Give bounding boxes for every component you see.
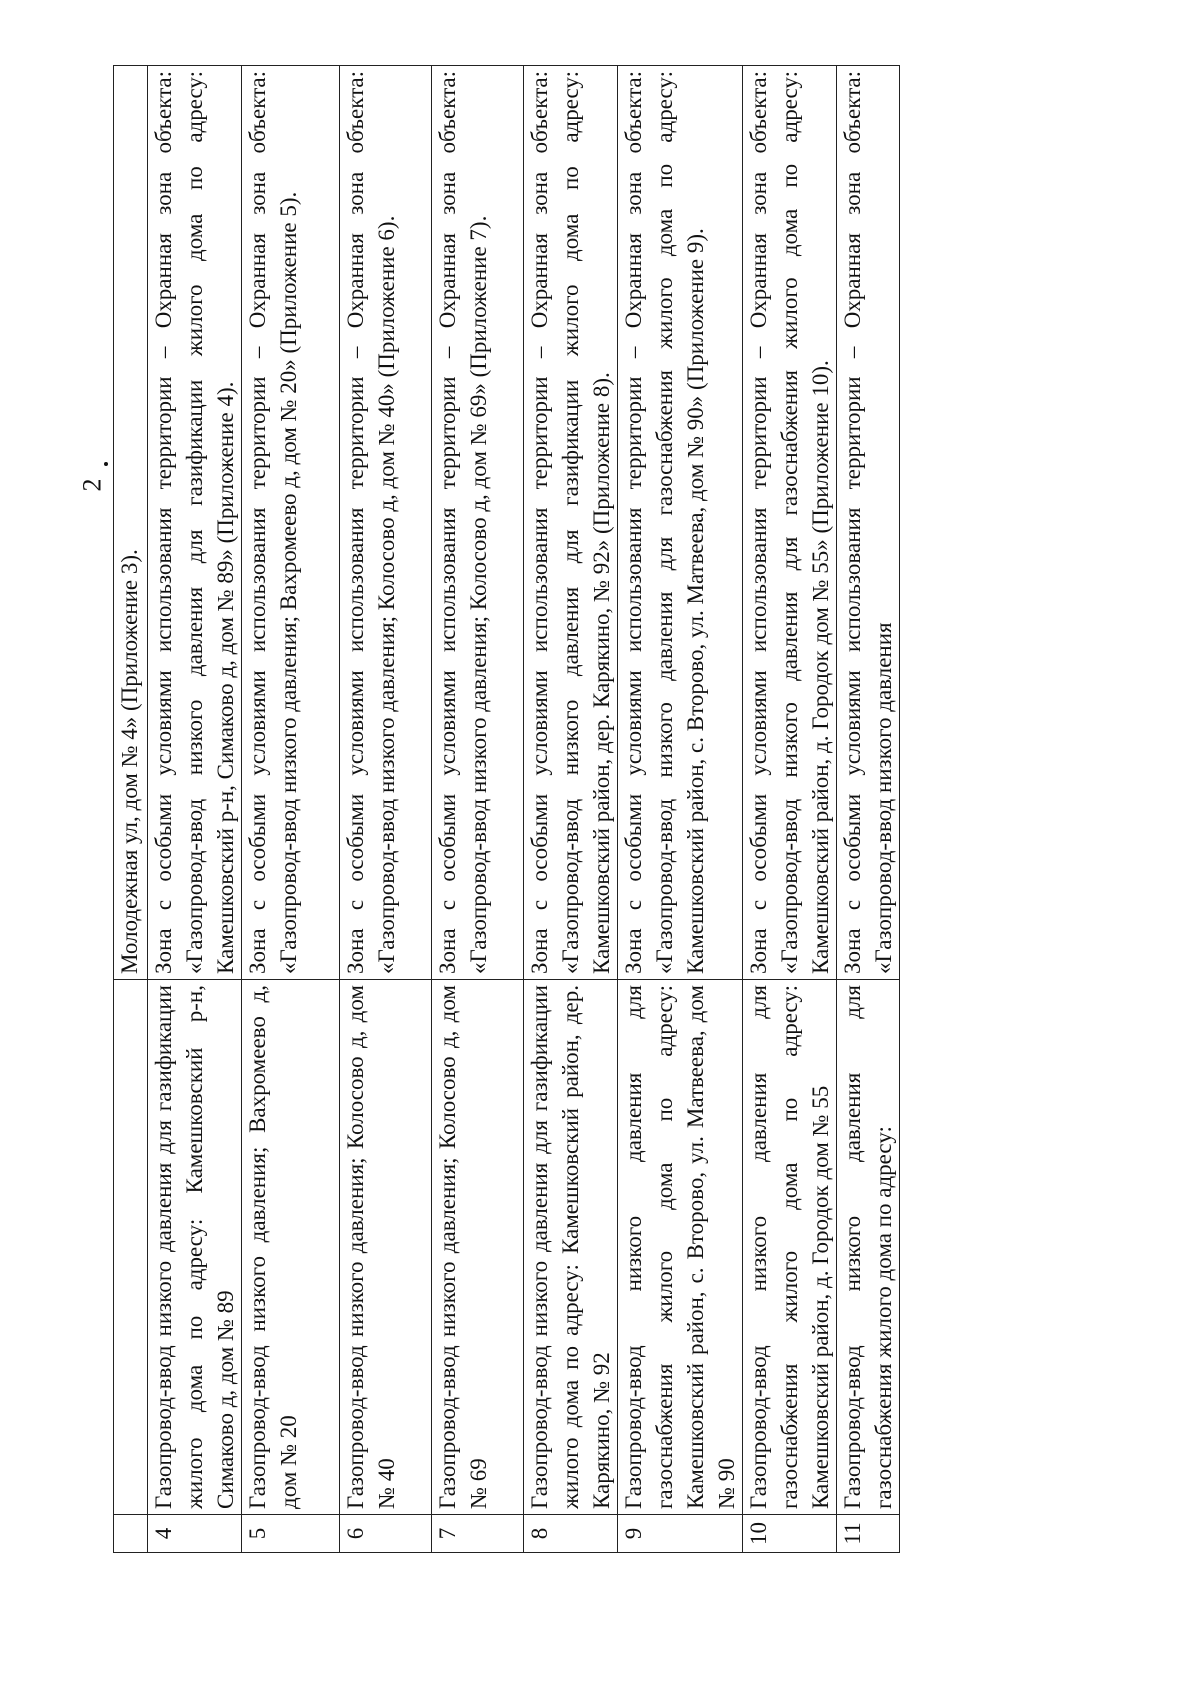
row-number-cell xyxy=(114,1515,148,1553)
object-name-cell: Газопровод-ввод низкого давления; Колосово д, дом № 40 xyxy=(340,980,432,1515)
row-number-cell: 6 xyxy=(340,1515,432,1553)
zones-table xyxy=(113,65,900,1553)
zone-description-cell: Зона с особыми условиями использования территории – Охранная зона объекта: «Газопровод-ввод низкого давления для газификации жилого дома по адресу: Камешковский р-н, Симаково д, дом № 89» (Приложение 4). xyxy=(148,66,242,980)
rotated-page-content xyxy=(113,66,964,1553)
page-number-mark xyxy=(104,462,108,466)
zone-description-cell: Зона с особыми условиями использования территории – Охранная зона объекта: «Газопровод-ввод низкого давления xyxy=(837,66,900,980)
page-number: 2 xyxy=(77,478,107,492)
zone-description-cell: Зона с особыми условиями использования территории – Охранная зона объекта: «Газопровод-ввод низкого давления; Колосово д, дом № 69» (Приложение 7). xyxy=(432,66,524,980)
table-row xyxy=(340,66,432,1553)
object-name-cell: Газопровод-ввод низкого давления; Вахромеево д, дом № 20 xyxy=(242,980,340,1515)
object-name-cell xyxy=(114,980,148,1515)
table-row xyxy=(837,66,900,1553)
object-name-cell: Газопровод-ввод низкого давления для газоснабжения жилого дома по адресу: Камешковский район, д. Городок дом № 55 xyxy=(743,980,837,1515)
object-name-cell: Газопровод-ввод низкого давления для газоснабжения жилого дома по адресу: xyxy=(837,980,900,1515)
table-row xyxy=(743,66,837,1553)
zone-description-cell: Зона с особыми условиями использования территории – Охранная зона объекта: «Газопровод-ввод низкого давления для газификации жилого дома по адресу: Камешковский район, дер. Карякино, № 92» (Приложение 8). xyxy=(524,66,618,980)
object-name-cell: Газопровод-ввод низкого давления для газоснабжения жилого дома по адресу: Камешковский район, с. Второво, ул. Матвеева, дом № 90 xyxy=(618,980,743,1515)
table-row xyxy=(524,66,618,1553)
row-number-cell: 11 xyxy=(837,1515,900,1553)
object-name-cell: Газопровод-ввод низкого давления для газификации жилого дома по адресу: Камешковский р-н, Симаково д, дом № 89 xyxy=(148,980,242,1515)
zone-description-cell: Зона с особыми условиями использования территории – Охранная зона объекта: «Газопровод-ввод низкого давления; Вахромеево д, дом № 20» (Приложение 5). xyxy=(242,66,340,980)
row-number-cell: 7 xyxy=(432,1515,524,1553)
table-row xyxy=(432,66,524,1553)
row-number-cell: 5 xyxy=(242,1515,340,1553)
row-number-cell: 8 xyxy=(524,1515,618,1553)
zone-description-cell: Зона с особыми условиями использования территории – Охранная зона объекта: «Газопровод-ввод низкого давления для газоснабжения жилого дома по адресу: Камешковский район, д. Городок дом № 55» (Приложение 10). xyxy=(743,66,837,980)
row-number-cell: 9 xyxy=(618,1515,743,1553)
table-row-continued xyxy=(114,66,148,1553)
row-number-cell: 10 xyxy=(743,1515,837,1553)
table-row xyxy=(618,66,743,1553)
table-row xyxy=(242,66,340,1553)
object-name-cell: Газопровод-ввод низкого давления; Колосово д, дом № 69 xyxy=(432,980,524,1515)
object-name-cell: Газопровод-ввод низкого давления для газификации жилого дома по адресу: Камешковский район, дер. Карякино, № 92 xyxy=(524,980,618,1515)
zone-description-cell: Зона с особыми условиями использования территории – Охранная зона объекта: «Газопровод-ввод низкого давления для газоснабжения жилого дома по адресу: Камешковский район, с. Второво, ул. Матвеева, дом № 90» (Приложение 9). xyxy=(618,66,743,980)
table-row xyxy=(148,66,242,1553)
zone-description-cell: Молодежная ул, дом № 4» (Приложение 3). xyxy=(114,66,148,980)
row-number-cell: 4 xyxy=(148,1515,242,1553)
zone-description-cell: Зона с особыми условиями использования территории – Охранная зона объекта: «Газопровод-ввод низкого давления; Колосово д, дом № 40» (Приложение 6). xyxy=(340,66,432,980)
